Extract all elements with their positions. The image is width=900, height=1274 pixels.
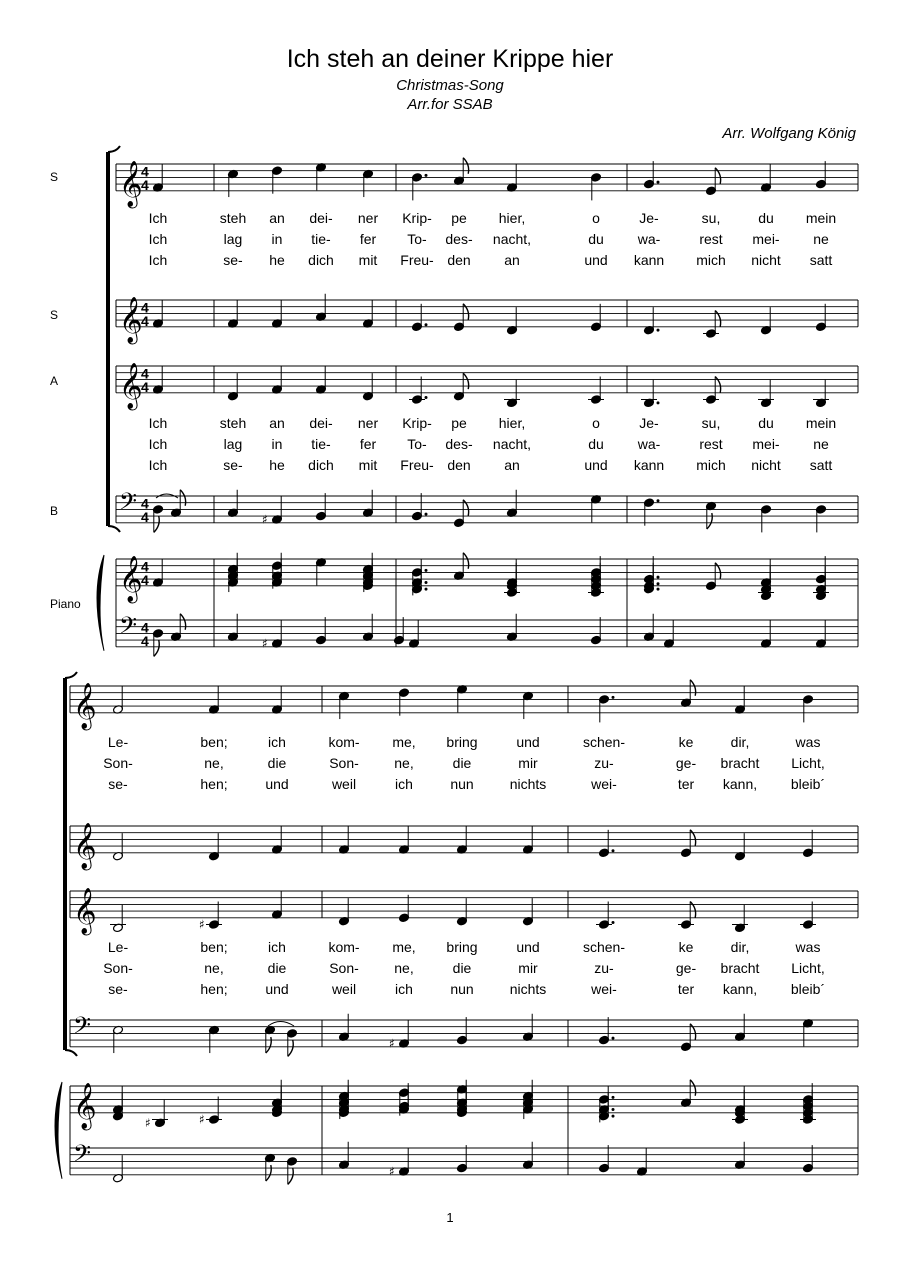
note-flag — [463, 500, 468, 516]
system1-soprano-lyric-syllable: steh — [219, 210, 247, 226]
system2-soprano-lyric-syllable: die — [267, 755, 287, 771]
system2-alto-lyric-syllable: ich — [268, 939, 286, 955]
part-label-soprano-1: S — [50, 170, 59, 184]
augmentation-dot — [657, 401, 660, 404]
system2-soprano-lyric-syllable: kom- — [328, 734, 360, 750]
bass-clef-icon: 𝄢 — [73, 1139, 92, 1173]
system1-soprano-lyric-syllable: und — [584, 252, 608, 268]
system1-soprano-lyric-syllable: To- — [407, 231, 427, 247]
system1-alto-lyric-syllable: des- — [445, 436, 473, 452]
time-signature-bottom: 4 — [141, 571, 149, 588]
system1-soprano-lyric-syllable: mit — [358, 252, 378, 268]
treble-clef-icon: 𝄞 — [73, 887, 97, 934]
system1-soprano-lyric-syllable: satt — [809, 252, 833, 268]
system1-alto-lyric-syllable: den — [447, 457, 471, 473]
system1-alto-lyric-syllable: To- — [407, 436, 427, 452]
note-flag — [463, 373, 468, 389]
note-flag — [707, 513, 712, 529]
system1-soprano-lyric-syllable: se- — [223, 252, 243, 268]
augmentation-dot — [612, 1108, 615, 1111]
system2-alto-lyric-syllable: was — [795, 939, 821, 955]
note-flag — [690, 902, 695, 918]
system1-alto-lyric-syllable: nicht — [751, 457, 781, 473]
song-title: Ich steh an deiner Krippe hier — [286, 45, 614, 73]
system1-alto-lyric-syllable: steh — [219, 415, 247, 431]
system2-soprano-lyric-syllable: ich — [268, 734, 286, 750]
system2-alto-lyric-syllable: ne, — [204, 960, 224, 976]
augmentation-dot — [657, 582, 660, 585]
score-marks — [55, 146, 858, 1184]
system1-soprano-lyric-syllable: he — [269, 252, 285, 268]
system1-alto-lyric-syllable: ne — [813, 436, 829, 452]
system2-soprano-lyric-syllable: me, — [392, 734, 416, 750]
system1-soprano-lyric-syllable: Krip- — [402, 210, 432, 226]
note-flag — [180, 490, 185, 506]
system1-soprano-lyric-syllable: rest — [699, 231, 723, 247]
system2-alto-lyric-syllable: hen; — [200, 981, 228, 997]
system1-soprano-lyric-syllable: o — [592, 210, 600, 226]
system1-soprano-lyric-syllable: su, — [701, 210, 721, 226]
sharp-icon: ♯ — [262, 512, 268, 527]
system1-soprano-lyric-syllable: Ich — [148, 210, 168, 226]
system1-alto-lyric-syllable: an — [269, 415, 285, 431]
system1-alto-lyric-syllable: Krip- — [402, 415, 432, 431]
system1-alto-lyric-syllable: tie- — [311, 436, 331, 452]
system1-alto-lyric-syllable: an — [504, 457, 520, 473]
system1-alto-lyric-syllable: und — [584, 457, 608, 473]
system1-soprano-lyric-syllable: ner — [357, 210, 379, 226]
piano-brace — [55, 1082, 62, 1179]
augmentation-dot — [425, 569, 428, 572]
note-flag — [715, 168, 720, 184]
system2-soprano-lyric-syllable: mir — [518, 755, 538, 771]
system1-alto-lyric-syllable: hier, — [498, 415, 526, 431]
augmentation-dot — [612, 1115, 615, 1118]
system1-alto-lyric-syllable: Freu- — [400, 457, 434, 473]
system1-soprano-lyric-syllable: mein — [805, 210, 837, 226]
system2-soprano-lyric-syllable: bleib´ — [790, 776, 826, 792]
note-flag — [154, 640, 159, 656]
system1-alto-lyric-syllable: in — [271, 436, 283, 452]
system1-soprano-lyric-syllable: du — [588, 231, 604, 247]
system2-alto-lyric-syllable: ke — [678, 939, 694, 955]
augmentation-dot — [612, 1096, 615, 1099]
system1-soprano-lyric-syllable: mich — [696, 252, 726, 268]
system2-alto-lyric-syllable: Licht, — [791, 960, 825, 976]
subtitle-arrangement: Arr.for SSAB — [407, 96, 493, 113]
time-signature-top: 4 — [141, 299, 149, 316]
note-flag — [690, 1024, 695, 1040]
part-label-alto: A — [50, 374, 59, 388]
sharp-icon: ♯ — [262, 636, 268, 651]
arranger-credit: Arr. Wolfgang König — [722, 125, 856, 142]
system1-soprano-lyric-syllable: dich — [308, 252, 334, 268]
system1-alto-lyric-syllable: satt — [809, 457, 833, 473]
system1-alto-lyric-syllable: dich — [308, 457, 334, 473]
system1-soprano-lyric-syllable: Ich — [148, 252, 168, 268]
system2-alto-lyric-syllable: und — [516, 939, 540, 955]
system2-soprano-lyric-syllable: nichts — [509, 776, 547, 792]
augmentation-dot — [657, 576, 660, 579]
system1-soprano-lyric-syllable: lag — [223, 231, 243, 247]
system2-soprano-lyric-syllable: und — [516, 734, 540, 750]
system1-alto-lyric-syllable: nacht, — [492, 436, 532, 452]
system2-soprano-lyric-syllable: was — [795, 734, 821, 750]
system2-alto-lyric-syllable: kom- — [328, 939, 360, 955]
system2-alto-lyric-syllable: se- — [108, 981, 128, 997]
note-flag — [690, 680, 695, 696]
note-flag — [266, 1037, 271, 1053]
time-signature-top: 4 — [141, 495, 149, 512]
augmentation-dot — [612, 1037, 615, 1040]
system2-soprano-lyric-syllable: ne, — [204, 755, 224, 771]
system1-alto-lyric-syllable: fer — [359, 436, 377, 452]
bass-clef-icon: 𝄢 — [119, 611, 138, 645]
treble-clef-icon: 𝄞 — [73, 682, 97, 729]
bass-clef-icon: 𝄢 — [119, 487, 138, 521]
slur — [268, 1022, 294, 1027]
system1-alto-lyric-syllable: du — [758, 415, 774, 431]
system1-alto-lyric-syllable: he — [269, 457, 285, 473]
system2-soprano-lyric-syllable: kann, — [722, 776, 758, 792]
augmentation-dot — [657, 181, 660, 184]
system1-soprano-lyric-syllable: nacht, — [492, 231, 532, 247]
sharp-icon: ♯ — [145, 1115, 151, 1130]
system1-soprano-lyric-syllable: ne — [813, 231, 829, 247]
system1-alto-lyric-syllable: rest — [699, 436, 723, 452]
system1-alto-lyric-syllable: Ich — [148, 457, 168, 473]
system2-soprano-lyric-syllable: die — [452, 755, 472, 771]
note-flag — [463, 553, 468, 569]
sharp-icon: ♯ — [199, 1112, 205, 1127]
system1-alto-lyric-syllable: mei- — [752, 436, 780, 452]
staff-lines — [70, 164, 858, 1175]
treble-clef-icon: 𝄞 — [73, 822, 97, 869]
time-signature-top: 4 — [141, 163, 149, 180]
system1-soprano-lyric-syllable: du — [758, 210, 774, 226]
system2-soprano-lyric-syllable: ter — [677, 776, 695, 792]
system2-soprano-lyric-syllable: Licht, — [791, 755, 825, 771]
system2-alto-lyric-syllable: me, — [392, 939, 416, 955]
system1-alto-lyric-syllable: se- — [223, 457, 243, 473]
system1-alto-lyric-syllable: dei- — [309, 415, 333, 431]
system2-soprano-lyric-syllable: ne, — [394, 755, 414, 771]
system2-alto-lyric-syllable: ben; — [200, 939, 228, 955]
system1-alto-lyric-syllable: Ich — [148, 415, 168, 431]
system2-alto-lyric-syllable: und — [265, 981, 289, 997]
system2-soprano-lyric-syllable: hen; — [200, 776, 228, 792]
note-flag — [715, 377, 720, 393]
augmentation-dot — [425, 396, 428, 399]
note-flag — [154, 516, 159, 532]
time-signature-bottom: 4 — [141, 176, 149, 193]
system1-alto-lyric-syllable: wa- — [637, 436, 661, 452]
system2-alto-lyric-syllable: ne, — [394, 960, 414, 976]
system1-soprano-lyric-syllable: dei- — [309, 210, 333, 226]
part-label-bass: B — [50, 504, 59, 518]
system2-alto-lyric-syllable: dir, — [730, 939, 750, 955]
augmentation-dot — [425, 588, 428, 591]
note-flag — [690, 1080, 695, 1096]
system1-alto-lyric-syllable: mein — [805, 415, 837, 431]
system2-soprano-lyric-syllable: dir, — [730, 734, 750, 750]
augmentation-dot — [425, 581, 428, 584]
system1-alto-lyric-syllable: mich — [696, 457, 726, 473]
time-signature-bottom: 4 — [141, 632, 149, 649]
system1-alto-lyric-syllable: Je- — [639, 415, 659, 431]
system2-alto-lyric-syllable: ter — [677, 981, 695, 997]
system2-alto-lyric-syllable: nun — [450, 981, 474, 997]
system2-alto-lyric-syllable: schen- — [582, 939, 626, 955]
system1-soprano-lyric-syllable: mei- — [752, 231, 780, 247]
system2-soprano-lyric-syllable: wei- — [591, 776, 617, 792]
system2-alto-lyric-syllable: die — [267, 960, 287, 976]
augmentation-dot — [612, 849, 615, 852]
treble-clef-icon: 𝄞 — [119, 160, 143, 207]
system2-alto-lyric-syllable: wei- — [591, 981, 617, 997]
system1-alto-lyric-syllable: o — [592, 415, 600, 431]
note-flag — [463, 304, 468, 320]
system2-alto-lyric-syllable: ge- — [675, 960, 697, 976]
system1-soprano-lyric-syllable: kann — [633, 252, 665, 268]
system1-soprano-lyric-syllable: den — [447, 252, 471, 268]
augmentation-dot — [657, 499, 660, 502]
note-flag — [288, 1040, 293, 1056]
system2-alto-lyric-syllable: bracht — [720, 960, 760, 976]
treble-clef-icon: 𝄞 — [119, 555, 143, 602]
treble-clef-icon: 𝄞 — [119, 296, 143, 343]
system2-soprano-lyric-syllable: ge- — [675, 755, 697, 771]
system1-soprano-lyric-syllable: Je- — [639, 210, 659, 226]
system1-soprano-lyric-syllable: des- — [445, 231, 473, 247]
system2-soprano-lyric-syllable: weil — [331, 776, 357, 792]
system1-soprano-lyric-syllable: wa- — [637, 231, 661, 247]
augmentation-dot — [425, 174, 428, 177]
system1-soprano-lyric-syllable: an — [504, 252, 520, 268]
system1-soprano-lyric-syllable: Freu- — [400, 252, 434, 268]
system2-alto-lyric-syllable: weil — [331, 981, 357, 997]
bass-clef-icon: 𝄢 — [73, 1011, 92, 1045]
system1-alto-lyric-syllable: lag — [223, 436, 243, 452]
system1-soprano-lyric-syllable: in — [271, 231, 283, 247]
system1-soprano-lyric-syllable: pe — [451, 210, 467, 226]
note-flag — [715, 563, 720, 579]
part-label-piano: Piano — [50, 597, 81, 611]
augmentation-dot — [425, 323, 428, 326]
system2-soprano-lyric-syllable: bring — [446, 734, 478, 750]
augmentation-dot — [657, 588, 660, 591]
augmentation-dot — [425, 513, 428, 516]
system1-alto-lyric-syllable: pe — [451, 415, 467, 431]
system2-alto-lyric-syllable: ich — [395, 981, 413, 997]
system2-alto-lyric-syllable: die — [452, 960, 472, 976]
system2-soprano-lyric-syllable: Son- — [103, 755, 133, 771]
part-label-soprano-2: S — [50, 308, 59, 322]
system2-soprano-lyric-syllable: ke — [678, 734, 694, 750]
system1-soprano-lyric-syllable: fer — [359, 231, 377, 247]
sharp-icon: ♯ — [199, 917, 205, 932]
page-number: 1 — [446, 1210, 454, 1225]
system2-alto-lyric-syllable: Son- — [103, 960, 133, 976]
augmentation-dot — [657, 329, 660, 332]
system2-soprano-lyric-syllable: nun — [450, 776, 474, 792]
sharp-icon: ♯ — [389, 1164, 395, 1179]
system2-soprano-lyric-syllable: Son- — [329, 755, 359, 771]
system1-alto-lyric-syllable: kann — [633, 457, 665, 473]
system2-alto-lyric-syllable: Le- — [107, 939, 129, 955]
system1-soprano-lyric-syllable: tie- — [311, 231, 331, 247]
piano-brace — [97, 555, 104, 651]
augmentation-dot — [612, 921, 615, 924]
system2-alto-lyric-syllable: mir — [518, 960, 538, 976]
time-signature-bottom: 4 — [141, 508, 149, 525]
note-flag — [266, 1165, 271, 1181]
system1-soprano-lyric-syllable: hier, — [498, 210, 526, 226]
system1-alto-lyric-syllable: mit — [358, 457, 378, 473]
augmentation-dot — [612, 696, 615, 699]
system1-soprano-lyric-syllable: Ich — [148, 231, 168, 247]
system2-soprano-lyric-syllable: schen- — [582, 734, 626, 750]
sharp-icon: ♯ — [389, 1036, 395, 1051]
system2-soprano-lyric-syllable: ich — [395, 776, 413, 792]
system2-alto-lyric-syllable: Son- — [329, 960, 359, 976]
system2-soprano-lyric-syllable: bracht — [720, 755, 760, 771]
system1-soprano-lyric-syllable: nicht — [751, 252, 781, 268]
note-flag — [180, 614, 185, 630]
time-signature-top: 4 — [141, 558, 149, 575]
system2-soprano-lyric-syllable: und — [265, 776, 289, 792]
treble-clef-icon: 𝄞 — [119, 362, 143, 409]
system2-soprano-lyric-syllable: zu- — [594, 755, 614, 771]
time-signature-bottom: 4 — [141, 378, 149, 395]
system1-alto-lyric-syllable: du — [588, 436, 604, 452]
system1-soprano-lyric-syllable: an — [269, 210, 285, 226]
system2-alto-lyric-syllable: nichts — [509, 981, 547, 997]
note-flag — [690, 830, 695, 846]
note-flag — [463, 158, 468, 174]
system2-soprano-lyric-syllable: Le- — [107, 734, 129, 750]
time-signature-top: 4 — [141, 365, 149, 382]
system1-alto-lyric-syllable: ner — [357, 415, 379, 431]
system2-alto-lyric-syllable: bleib´ — [790, 981, 826, 997]
note-flag — [715, 311, 720, 327]
time-signature-top: 4 — [141, 619, 149, 636]
subtitle-genre: Christmas-Song — [396, 77, 504, 94]
system2-alto-lyric-syllable: kann, — [722, 981, 758, 997]
time-signature-bottom: 4 — [141, 312, 149, 329]
system1-alto-lyric-syllable: Ich — [148, 436, 168, 452]
note-flag — [288, 1168, 293, 1184]
system2-alto-lyric-syllable: bring — [446, 939, 478, 955]
system1-alto-lyric-syllable: su, — [701, 415, 721, 431]
lyrics-layer — [103, 210, 836, 997]
system2-soprano-lyric-syllable: ben; — [200, 734, 228, 750]
system2-soprano-lyric-syllable: se- — [108, 776, 128, 792]
treble-clef-icon: 𝄞 — [73, 1082, 97, 1129]
system2-alto-lyric-syllable: zu- — [594, 960, 614, 976]
